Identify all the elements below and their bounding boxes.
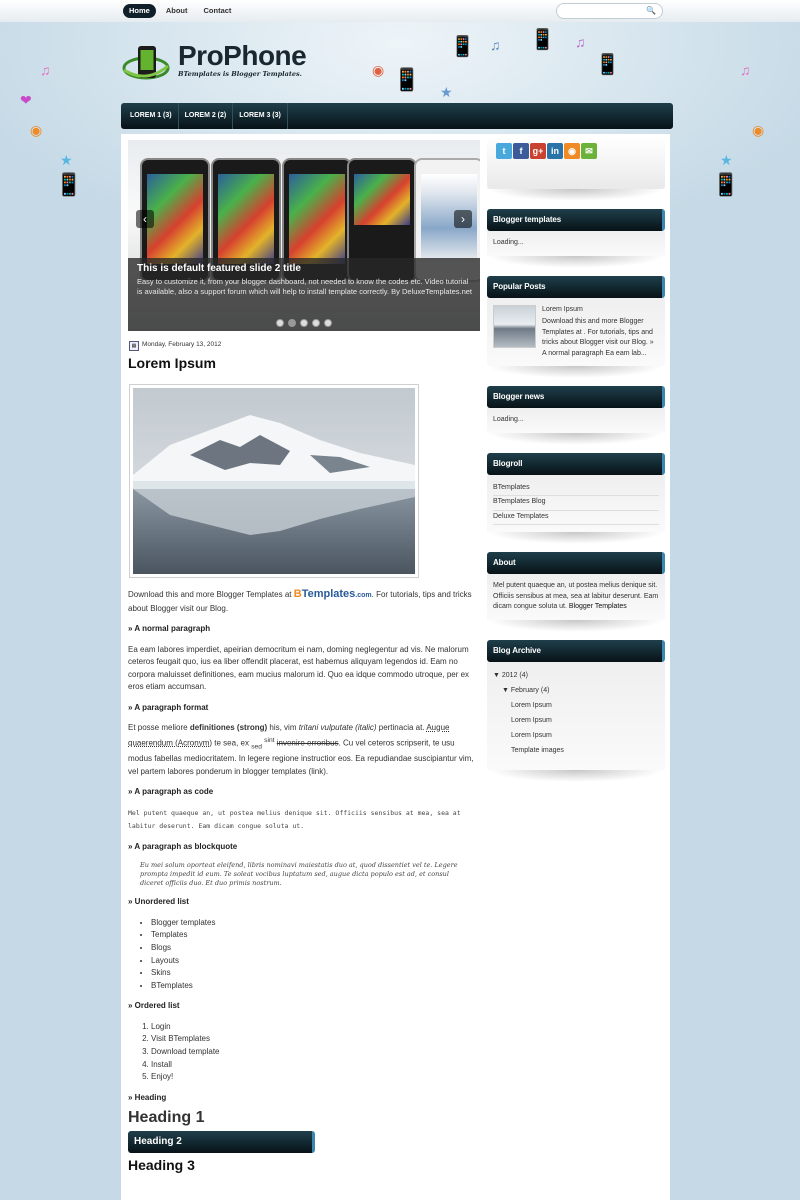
widget-body: Loading...	[487, 408, 665, 433]
btemplates-logo[interactable]	[294, 588, 372, 600]
format-italic: tritani vulputate (italic)	[298, 723, 377, 732]
site-subtitle: BTemplates is Blogger Templates.	[178, 70, 302, 78]
post-title[interactable]: Lorem Ipsum	[128, 355, 216, 371]
email-icon[interactable]: ✉	[581, 143, 597, 159]
heading-heading-section: » Heading	[128, 1092, 167, 1102]
star-icon: ★	[440, 84, 453, 100]
phone-logo-icon	[122, 44, 174, 82]
post-body	[128, 588, 478, 1171]
main-nav-item-lorem-3[interactable]: LOREM 3 (3)	[233, 103, 288, 129]
widget-title: Blogroll	[487, 453, 665, 475]
blockquote: Eu mei solum oporteat eleifend, libris nominavi maiestatis duo at, quod dissentiet vel te. Legere prompta impedit id eum. Te soleat vocibus luptatum sed, augue dicta populo est ad, et consul diceret officiis duo. Et duo primis nostrum.	[140, 861, 458, 888]
phone-icon: 📱	[712, 172, 740, 197]
twitter-icon[interactable]: t	[496, 143, 512, 159]
heading-2: Heading 2	[128, 1131, 315, 1153]
phone-icon: 📱	[530, 29, 555, 51]
music-note-icon: ♫	[490, 37, 501, 53]
featured-slider[interactable]	[128, 140, 480, 331]
phone-icon: 📱	[450, 36, 475, 58]
heading-normal-paragraph: » A normal paragraph	[128, 624, 211, 633]
slider-next-button[interactable]: ›	[454, 210, 472, 228]
popular-post-thumbnail[interactable]	[493, 305, 536, 348]
widget-body	[487, 574, 665, 620]
search-box	[556, 3, 663, 19]
slider-dots	[128, 319, 480, 327]
list-item: • Skins	[151, 967, 478, 980]
format-paragraph	[128, 722, 478, 778]
archive-month[interactable]: February	[510, 686, 539, 694]
widget-shadow	[487, 256, 665, 268]
unordered-list	[128, 917, 478, 993]
slider-dot[interactable]	[312, 319, 320, 327]
popular-post[interactable]	[493, 305, 659, 360]
list-item: • Layouts	[151, 955, 478, 968]
list-item: 1. Login	[151, 1021, 478, 1034]
list-item: 5. Enjoy!	[151, 1071, 478, 1084]
btemplates-logo-text: Templates	[301, 588, 356, 600]
search-icon[interactable]: 🔍	[646, 6, 656, 15]
star-icon: ★	[720, 152, 733, 168]
social-icons	[496, 143, 597, 159]
facebook-icon[interactable]: f	[513, 143, 529, 159]
slider-dot[interactable]	[300, 319, 308, 327]
heading-1: Heading 1	[128, 1109, 205, 1127]
widget-shadow	[487, 770, 665, 782]
code-paragraph: Mel putent quaeque an, ut postea melius denique sit. Officiis sensibus at mea, sea at labitur deserunt. Eam dicam congue soluta ut.	[128, 808, 461, 830]
about-text: Mel putent quaeque an, ut postea melius denique sit. Officiis sensibus at mea, sea at labitur deserunt. Eam dicam congue soluta ut.	[493, 582, 659, 610]
archive-post-link[interactable]: Lorem Ipsum	[511, 701, 552, 709]
music-note-icon: ♫	[575, 34, 586, 50]
post-intro	[128, 588, 478, 615]
search-input[interactable]	[563, 5, 647, 19]
widget-body: Loading...	[487, 231, 665, 256]
list-item: 3. Download template	[151, 1046, 478, 1059]
archive-toggle-icon[interactable]: ▼	[493, 671, 500, 679]
list-item: • BTemplates	[151, 980, 478, 993]
heading-paragraph-code: » A paragraph as code	[128, 787, 214, 797]
widget-title: About	[487, 552, 665, 574]
rss-icon: ◉	[30, 122, 43, 138]
archive-month-row	[493, 683, 659, 698]
widget-body	[487, 475, 665, 533]
widget-blog-archive	[487, 640, 665, 770]
heart-icon: ❤	[20, 92, 32, 108]
widget-shadow	[487, 189, 665, 201]
widget-popular-posts	[487, 276, 665, 367]
main-nav-item-lorem-2[interactable]: LOREM 2 (2)	[179, 103, 234, 129]
archive-toggle-icon[interactable]: ▼	[502, 686, 509, 694]
widget-blogroll	[487, 453, 665, 533]
top-nav-about[interactable]: About	[165, 6, 188, 15]
phone-icon: 📱	[55, 172, 83, 197]
archive-year[interactable]: 2012	[501, 671, 518, 679]
music-note-icon: ♫	[40, 62, 51, 78]
heading-paragraph-format: » A paragraph format	[128, 702, 209, 712]
rss-icon: ◉	[752, 122, 765, 138]
linkedin-icon[interactable]: in	[547, 143, 563, 159]
heading-3: Heading 3	[128, 1156, 195, 1173]
widget-body	[487, 298, 665, 367]
blogroll-link[interactable]: Deluxe Templates	[493, 511, 659, 526]
popular-post-snippet: Download this and more Blogger Templates at . For tutorials, tips and tricks about Blogger visit our Blog. » A normal paragraph Ea eam lab...	[542, 318, 654, 357]
slider-caption	[128, 258, 480, 331]
about-link[interactable]: Blogger Templates	[568, 603, 627, 610]
post-intro-text: Download this and more Blogger Templates at	[128, 590, 294, 599]
phone-icon: 📱	[595, 54, 620, 76]
widget-shadow	[487, 532, 665, 544]
widget-title: Blogger templates	[487, 209, 665, 231]
main-nav-item-lorem-1[interactable]: LOREM 1 (3)	[124, 103, 179, 129]
social-widget	[487, 137, 665, 189]
star-icon: ★	[60, 152, 73, 168]
archive-post-link[interactable]: Lorem Ipsum	[511, 716, 552, 724]
format-text: te sea, ex	[212, 738, 252, 748]
format-text: pertinacia at.	[376, 723, 427, 732]
top-nav	[123, 4, 237, 18]
widget-shadow	[487, 366, 665, 378]
heading-blockquote: » A paragraph as blockquote	[128, 841, 238, 851]
top-bar	[0, 0, 800, 23]
top-nav-home[interactable]: Home	[123, 4, 156, 18]
post-intro-text-after: . For tutorials, tips and tricks about Blogger visit our Blog.	[128, 590, 472, 613]
list-item: • Blogger templates	[151, 917, 478, 930]
calendar-icon: ▦	[129, 341, 139, 351]
blogroll-link[interactable]: BTemplates Blog	[493, 496, 659, 511]
list-item: 4. Install	[151, 1059, 478, 1072]
format-subscript: sed	[251, 742, 262, 750]
slider-dot[interactable]	[276, 319, 284, 327]
format-strikethrough: invenire erroribus	[276, 738, 339, 748]
btemplates-logo-b: B	[293, 588, 302, 600]
format-strong: definitiones (strong)	[189, 723, 268, 732]
iceberg-landscape-image	[130, 385, 418, 577]
slide-title[interactable]: This is default featured slide 2 title	[137, 263, 301, 274]
widget-title: Popular Posts	[487, 276, 665, 298]
archive-post-link[interactable]: Lorem Ipsum	[511, 731, 552, 739]
list-item: 2. Visit BTemplates	[151, 1033, 478, 1046]
popular-post-content	[542, 305, 659, 360]
globe-icon: ◉	[372, 62, 385, 78]
widget-about	[487, 552, 665, 620]
format-acronym[interactable]: Augue quaerendum (Acronym)	[128, 723, 450, 748]
post-date	[129, 341, 221, 351]
widget-shadow	[487, 620, 665, 632]
ordered-list	[128, 1021, 478, 1084]
slider-prev-button[interactable]: ‹	[136, 210, 154, 228]
archive-year-count: (4)	[519, 671, 528, 679]
list-item: • Blogs	[151, 942, 478, 955]
format-text: his, vim	[267, 723, 299, 732]
format-text: . Cu vel ceteros scripserit, te usu modus fabellas mediocritatem. In legere regione instructior eos. Ea repudiandae suscipiantur vim, vel partem labores ponderum in blogger templates (link).	[128, 738, 474, 776]
slider-dot-active[interactable]	[288, 319, 296, 327]
widget-title: Blogger news	[487, 386, 665, 408]
btemplates-logo-com: .com	[355, 592, 372, 599]
post-image	[129, 384, 419, 578]
slider-dot[interactable]	[324, 319, 332, 327]
google-plus-icon[interactable]: g+	[530, 143, 546, 159]
main-nav	[121, 103, 673, 129]
rss-icon[interactable]: ◉	[564, 143, 580, 159]
popular-post-title[interactable]: Lorem Ipsum	[542, 305, 583, 313]
heading-unordered-list: » Unordered list	[128, 897, 189, 907]
format-text: Et posse meliore	[128, 723, 190, 732]
widget-title: Blog Archive	[487, 640, 665, 662]
post-date-text: Monday, February 13, 2012	[142, 341, 222, 348]
format-superscript: sint	[264, 736, 275, 744]
widget-body	[487, 662, 665, 770]
music-note-icon: ♫	[740, 62, 751, 78]
archive-month-count: (4)	[540, 686, 550, 694]
phone-icon: 📱	[393, 67, 421, 92]
archive-post-link[interactable]: Template images	[511, 746, 564, 754]
top-nav-contact[interactable]: Contact	[203, 6, 232, 15]
sidebar	[487, 137, 665, 790]
widget-shadow	[487, 433, 665, 445]
widget-blogger-templates	[487, 209, 665, 256]
heading-ordered-list: » Ordered list	[128, 1001, 180, 1011]
blogroll-link[interactable]: BTemplates	[493, 482, 659, 497]
normal-paragraph: Ea eam labores imperdiet, apeirian democritum ei nam, doming neglegentur ad vis. Ne malorum ceteros feugait quo, ius ea liber offendit placerat, est habemus aliquyam legendos id. Eam no corpora maluisset definitiones, eam mucius malorum id. Quo ea idque commodo utroque, per ex eros etiam accumsan.	[128, 644, 470, 691]
site-title: ProPhone	[178, 40, 307, 71]
widget-blogger-news	[487, 386, 665, 433]
slide-text: Easy to customize it, from your blogger dashboard, not needed to know the codes etc. Video tutorial is available, also a support forum which will help to install template correctly. By DeluxeTemplates.net	[137, 277, 473, 296]
list-item: • Templates	[151, 929, 478, 942]
archive-year-row	[493, 668, 659, 683]
